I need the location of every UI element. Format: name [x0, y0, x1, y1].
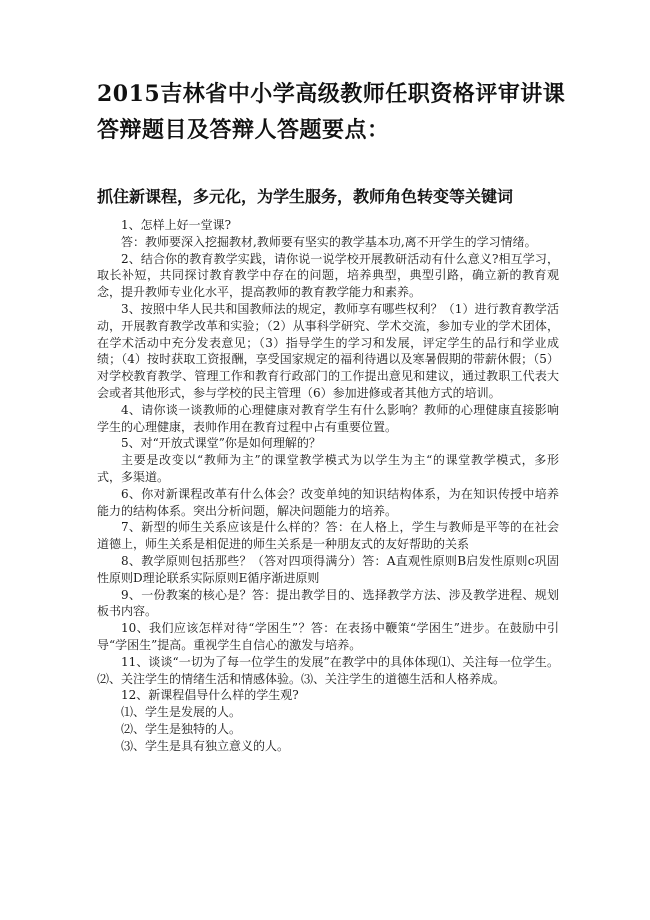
paragraph: ⑴、学生是发展的人。: [121, 705, 242, 720]
paragraph: 2、结合你的教育教学实践，请你说一说学校开展教研活动有什么意义?相互学习，取长补短，共同探讨教育教学中存在的问题，培养典型，典型引路，确立新的教育观念，提升教师专业化水平，提高教师的教育教学能力和素养。: [97, 251, 559, 300]
paragraph: 9、一份教案的核心是？答：提出教学目的、选择教学方法、涉及教学进程、规划板书内容。: [97, 587, 559, 619]
paragraph: 10、我们应该怎样对待“学困生”？答：在表扬中鞭策“学困生”进步。在鼓励中引导“学困生”提高。重视学生自信心的激发与培养。: [97, 621, 559, 652]
document-body: [97, 217, 559, 755]
document-title: 2015吉林省中小学高级教师任职资格评审讲课答辩题目及答辩人答题要点：: [97, 81, 566, 143]
paragraph: 4、请你谈一谈教师的心理健康对教育学生有什么影响？教师的心理健康直接影响学生的心理健康，表帅作用在教育过程中占有重要位置。: [97, 402, 559, 434]
paragraph: 12、新课程倡导什么样的学生观?: [121, 688, 299, 703]
section-heading: 抓住新课程，多元化，为学生服务，教师角色转变等关键词: [97, 187, 514, 206]
paragraph: 答：教师要深入挖掘教材,教师要有坚实的教学基本功,离不开学生的学习情绪。: [121, 234, 537, 249]
paragraph: 7、新型的师生关系应该是什么样的？答：在人格上，学生与教师是平等的在社会道德上，师生关系是相促进的师生关系是一种朋友式的友好帮助的关系: [97, 520, 559, 552]
paragraph: 11、谈谈“一切为了每一位学生的发展”在教学中的具体体现⑴、关注每一位学生。⑵、关注学生的情绪生活和情感体验。⑶、关注学生的道德生活和人格养成。: [97, 654, 559, 686]
paragraph: ⑵、学生是独特的人。: [121, 721, 242, 736]
paragraph: ⑶、学生是具有独立意义的人。: [121, 738, 290, 753]
paragraph: 8、教学原则包括那些？（答对四项得满分）答：A直观性原则B启发性原则c巩固性原则D理论联系实际原则E循序渐进原则: [97, 553, 559, 585]
paragraph: 3、按照中华人民共和国教师法的规定，教师享有哪些权利？（1）进行教育教学活动，开展教育教学改革和实验；（2）从事科学研究、学术交流，参加专业的学术团体，在学术活动中充分发表意见；（3）指导学生的学习和发展，评定学生的品行和学业成绩；（4）按时获取工资报酬，享受国家规定的福利待遇以及寒暑假期的带薪休假；（5）对学校教育教学、管理工作和教育行政部门的工作提出意见和建议，通过教职工代表大会或者其他形式，参与学校的民主管理（6）参加进修或者其他方式的培训。: [97, 301, 559, 400]
paragraph: 5、对“开放式课堂”你是如何理解的？: [121, 436, 321, 451]
paragraph: 1、怎样上好一堂课?: [121, 218, 232, 232]
paragraph: 主要是改变以“教师为主”的课堂教学模式为以学生为主“的课堂教学模式，多形式，多渠道。: [97, 453, 559, 484]
paragraph: 6、你对新课程改革有什么体会？改变单纯的知识结构体系，为在知识传授中培养能力的结构体系。突出分析问题，解决问题能力的培养。: [97, 486, 559, 518]
